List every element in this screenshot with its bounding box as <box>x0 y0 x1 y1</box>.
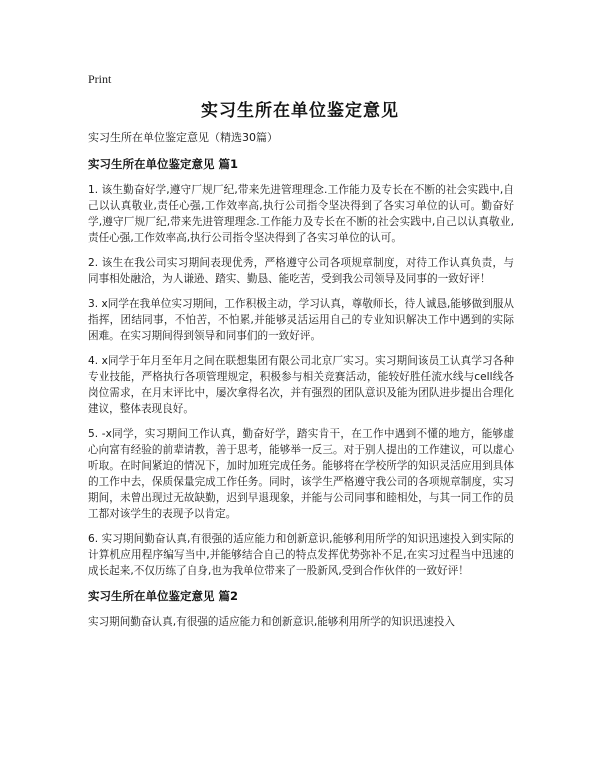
document-title: 实习生所在单位鉴定意见 <box>201 101 399 121</box>
paragraph-3: 3. x同学在我单位实习期间，工作积极主动，学习认真，尊敬师长，待人诚恳,能够做到服从指挥，团结同事，不怕苦，不怕累,并能够灵活运用自己的专业知识解决工作中遇到的实际困难。在实习期间得到领导和同事们的一致好评。 <box>88 298 514 342</box>
paragraph-6: 6. 实习期间勤奋认真,有很强的适应能力和创新意识,能够利用所学的知识迅速投入到实际的计算机应用程序编写当中,并能够结合自己的特点发挥优势弥补不足,在实习过程当中迅速的成长起来,不仅历练了自身,也为我单位带来了一股新风,受到合作伙伴的一致好评！ <box>88 533 514 577</box>
paragraph-7: 实习期间勤奋认真,有很强的适应能力和创新意识,能够利用所学的知识迅速投入 <box>88 616 455 628</box>
section-heading-2: 实习生所在单位鉴定意见 篇2 <box>88 589 239 603</box>
document-subtitle: 实习生所在单位鉴定意见（精选30篇） <box>88 131 278 144</box>
print-link[interactable]: Print <box>88 72 112 86</box>
paragraph-4: 4. x同学于年月至年月之间在联想集团有限公司北京厂实习。实习期间该员工认真学习各种专业技能，严格执行各项管理规定，积极参与相关竞赛活动，能较好胜任流水线与cell线各岗位需求，在月末评比中，屡次拿得名次，并有强烈的团队意识及能为团队进步提出合理化建议，整体表现良好。 <box>88 355 514 415</box>
paragraph-2: 2. 该生在我公司实习期间表现优秀，严格遵守公司各项规章制度，对待工作认真负责，与同事相处融洽，为人谦逊、踏实、勤恳、能吃苦，受到我公司领导及同事的一致好评！ <box>88 257 514 285</box>
paragraph-5: 5. -x同学，实习期间工作认真，勤奋好学，踏实肯干，在工作中遇到不懂的地方，能够虚心向富有经验的前辈请教，善于思考，能够举一反三。对于别人提出的工作建议，可以虚心听取。在时间紧迫的情况下，加时加班完成任务。能够将在学校所学的知识灵活应用到具体的工作中去，保质保量完成工作任务。同时，该学生严格遵守我公司的各项规章制度，实习期间，未曾出现过无故缺勤，迟到早退现象，并能与公司同事和睦相处，与其一同工作的员工都对该学生的表现予以肯定。 <box>88 428 514 520</box>
section-heading-1: 实习生所在单位鉴定意见 篇1 <box>88 157 239 171</box>
paragraph-1: 1. 该生勤奋好学,遵守厂规厂纪,带来先进管理理念.工作能力及专长在不断的社会实践中,自己以认真敬业,责任心强,工作效率高,执行公司指令坚决得到了各实习单位的认可。勤奋好学,遵守厂规厂纪,带来先进管理理念.工作能力及专长在不断的社会实践中,自己以认真敬业,责任心强,工作效率高,执行公司指令坚决得到了各实习单位的认可。 <box>88 184 514 244</box>
document-body <box>88 130 514 639</box>
